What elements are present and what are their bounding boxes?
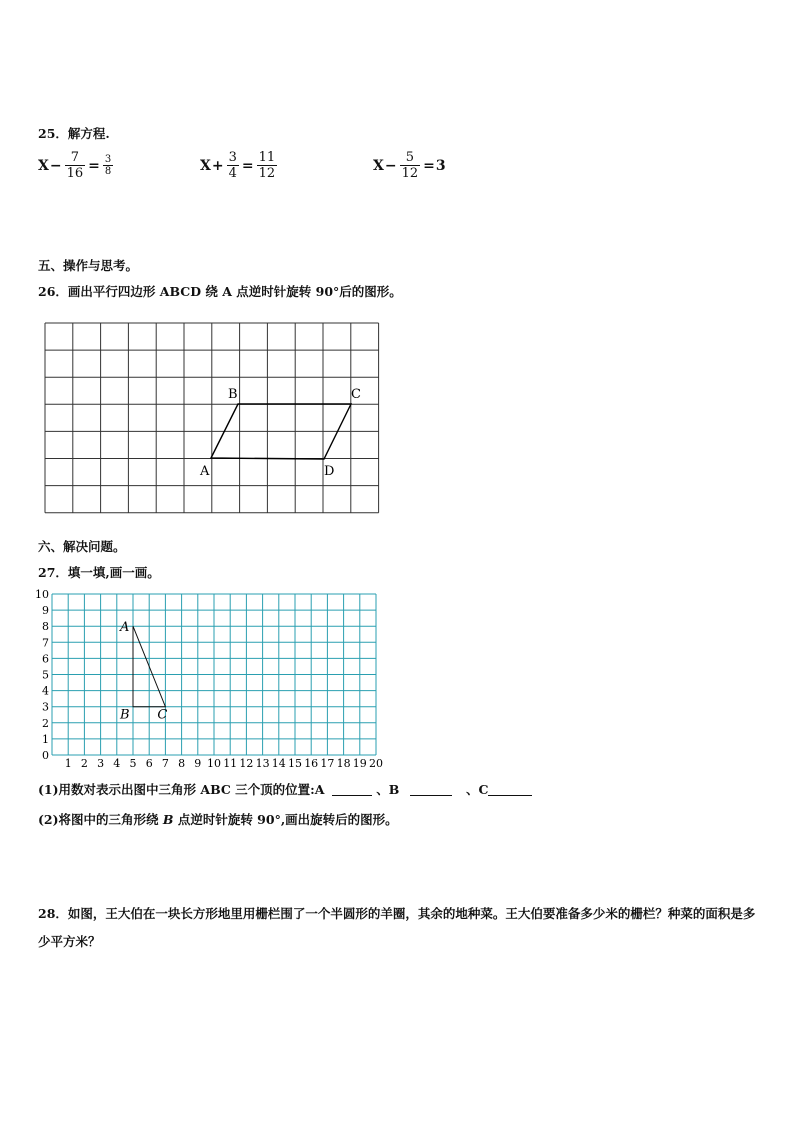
- point-b-label: B: [120, 707, 130, 723]
- q27-x-tick-label: 6: [145, 757, 153, 770]
- q25-title: 25．解方程.: [38, 126, 110, 141]
- eq3-numerator: 5: [405, 150, 415, 165]
- eq2-numerator: 3: [228, 150, 237, 165]
- q27-x-tick-label: 18: [336, 757, 351, 770]
- eq3-rhs: 3: [435, 157, 446, 174]
- q27-x-tick-label: 11: [223, 757, 238, 770]
- q27-y-tick-label: 7: [42, 636, 49, 650]
- eq1-rhs-fraction: [103, 154, 113, 177]
- q27-x-tick-label: 17: [320, 757, 335, 770]
- answer-blank-c[interactable]: [488, 783, 532, 796]
- eq2-equals: =: [241, 157, 254, 174]
- eq3-denominator: 12: [401, 166, 419, 181]
- q27-x-tick-label: 10: [207, 757, 221, 770]
- eq2-operator: +: [211, 157, 224, 174]
- q28-text: 28．如图，王大伯在一块长方形地里用栅栏围了一个半圆形的羊圈，其余的地种菜。王大伯要准备多少米的栅栏？种菜的面积是多少平方米？: [38, 906, 756, 949]
- eq1-operator: −: [49, 157, 62, 174]
- eq1-equals: =: [88, 157, 100, 174]
- label-a: A: [200, 464, 210, 479]
- eq1-denominator: 16: [66, 166, 84, 181]
- equation-3: [373, 150, 446, 181]
- eq3-operator: −: [384, 157, 397, 174]
- q27-x-tick-label: 9: [194, 757, 202, 770]
- q27-title: 27．填一填,画一画。: [38, 565, 160, 580]
- section-5-title: 五、操作与思考。: [38, 258, 139, 273]
- q27-y-tick-label: 2: [42, 716, 49, 730]
- q27-part1-sep2: 、C: [466, 782, 489, 797]
- equation-1: [38, 150, 115, 181]
- section-6-title: 六、解决问题。: [38, 539, 126, 554]
- label-d: D: [324, 464, 335, 479]
- label-c: C: [351, 387, 361, 402]
- eq1-numerator: 7: [70, 150, 80, 165]
- q27-coordinate-grid: [32, 586, 392, 772]
- q27-y-tick-label: 0: [42, 749, 49, 762]
- q27-part1-text: (1)用数对表示出图中三角形 ABC 三个顶的位置:A: [38, 782, 325, 797]
- eq2-rhs-numerator: 11: [258, 150, 276, 165]
- q27-x-tick-label: 15: [288, 757, 302, 770]
- q27-y-tick-label: 3: [42, 700, 49, 714]
- q27-y-tick-label: 8: [42, 620, 49, 634]
- eq2-denominator: 4: [228, 166, 237, 181]
- q26-title: 26．画出平行四边形 ABCD 绕 A 点逆时针旋转 90°后的图形。: [38, 284, 402, 299]
- q27-y-tick-label: 9: [42, 604, 49, 618]
- q27-y-tick-label: 5: [42, 668, 49, 682]
- eq1-rhs-denominator: 8: [104, 166, 112, 177]
- q27-x-tick-label: 12: [239, 757, 254, 770]
- q27-x-tick-label: 1: [64, 757, 72, 770]
- eq2-rhs-denominator: 12: [258, 166, 276, 181]
- q27-x-tick-label: 5: [129, 757, 137, 770]
- q27-y-tick-label: 1: [42, 732, 49, 746]
- point-a-label: A: [120, 620, 130, 636]
- q27-x-tick-label: 3: [97, 757, 105, 770]
- q27-x-tick-label: 7: [161, 757, 169, 770]
- point-c-label: C: [157, 707, 168, 723]
- eq3-x: X: [373, 157, 384, 174]
- q27-x-tick-label: 20: [369, 757, 383, 770]
- equation-2: [200, 150, 279, 181]
- q27-x-tick-label: 19: [352, 757, 367, 770]
- q27-y-tick-label: 10: [35, 588, 49, 601]
- q27-x-tick-label: 14: [271, 757, 286, 770]
- eq1-x: X: [38, 157, 49, 174]
- eq3-fraction: [400, 150, 421, 181]
- q27-grid-lines: [52, 594, 376, 755]
- q27-part2-prefix: (2)将图中的三角形绕: [38, 812, 163, 827]
- q27-y-tick-label: 4: [42, 684, 49, 698]
- q26-grid-lines: [45, 323, 379, 513]
- q27-x-tick-label: 13: [255, 757, 270, 770]
- q27-x-tick-label: 2: [80, 757, 88, 770]
- q27-part2: [38, 810, 398, 828]
- q26-grid-figure: [40, 318, 385, 518]
- q27-x-tick-label: 8: [178, 757, 186, 770]
- eq3-equals: =: [423, 157, 435, 174]
- q27-part2-point: B: [162, 812, 174, 827]
- eq2-fraction: [227, 150, 239, 181]
- q27-part2-suffix: 点逆时针旋转 90°,画出旋转后的图形。: [173, 812, 398, 827]
- q27-part1-sep1: 、B: [376, 782, 400, 797]
- q27-x-tick-label: 16: [304, 757, 319, 770]
- eq2-rhs-fraction: [257, 150, 278, 181]
- eq1-fraction: [65, 150, 86, 181]
- eq2-x: X: [200, 157, 211, 174]
- label-b: B: [228, 387, 238, 402]
- q27-part1: [38, 780, 532, 798]
- eq1-rhs-numerator: 3: [104, 154, 112, 165]
- q27-x-tick-label: 4: [113, 757, 121, 770]
- answer-blank-b[interactable]: [410, 783, 452, 796]
- answer-blank-a[interactable]: [332, 783, 372, 796]
- q27-y-tick-label: 6: [42, 652, 49, 666]
- q27-axis-ticks: [35, 588, 383, 770]
